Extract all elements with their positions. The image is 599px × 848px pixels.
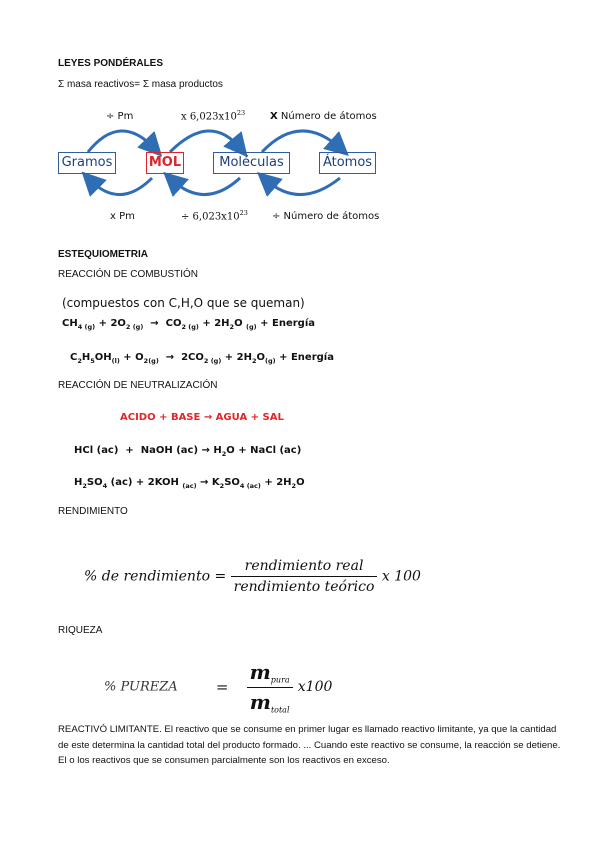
combustion-note: (compuestos con C,H,O que se queman) <box>62 296 305 310</box>
label-divide-atoms: ÷ Número de átomos <box>272 211 380 222</box>
formula-rendimiento: % de rendimiento = $\frac{\text{rendimiento real}}{\text{rendimiento teórico}}$ x 100 <box>84 558 421 595</box>
label-times-atoms: X Número de átomos <box>270 111 377 122</box>
heading-neutralizacion: REACCIÓN DE NEUTRALIZACIÓN <box>58 380 218 391</box>
heading-combustion: REACCIÓN DE COMBUSTIÓN <box>58 269 199 280</box>
arrow-moleculas-to-mol <box>172 178 240 195</box>
label-divide-pm: ÷ Pm <box>106 111 134 122</box>
paragraph-reactivo-limitante: REACTIVÓ LIMITANTE. El reactivo que se consume en primer lugar es llamado reactivo limitante, ya que la cantidad de este determina la cantidad total del producto formado. ... Cuando este reactivo se consume, la reacción se detiene. El o los reactivos que se consumen parcialmente son los reactivos en exceso. <box>58 724 561 766</box>
mass-law: Σ masa reactivos= Σ masa productos <box>58 79 223 90</box>
arrow-mol-to-moleculas <box>170 131 240 152</box>
arrow-atomos-to-moleculas <box>266 178 340 195</box>
equation-h2so4-koh: $H_2SO_4$ (ac) + 2KOH $_{(ac)} \to K_2SO_{4 (ac)} + 2H_2O$ <box>74 477 305 490</box>
box-mol: MOL <box>146 152 184 174</box>
heading-riqueza: RIQUEZA <box>58 625 103 636</box>
heading-rendimiento: RENDIMIENTO <box>58 506 128 517</box>
equation-ethanol-combustion: $C_2H_5OH_{(l)} + O_{2(g)} \to 2CO_{2 (g)} + 2H_2O_{(g)}$ + Energía <box>70 352 334 365</box>
label-times-avogadro: x $6,023x10^{23}$ <box>181 109 246 123</box>
label-times-pm: x Pm <box>110 211 135 222</box>
label-divide-avogadro: ÷ $6,023x10^{23}$ <box>181 209 248 223</box>
arrow-moleculas-to-atomos <box>262 131 340 152</box>
arrow-gramos-to-mol <box>88 131 154 152</box>
fraction-rendimiento: $\frac{\text{rendimiento real}}{\text{rendimiento teórico}}$ <box>231 558 378 595</box>
section-title-leyes: LEYES PONDÉRALES <box>58 58 164 69</box>
equation-hcl-naoh: HCl (ac) + NaOH $(ac) \to H_2O$ + NaCl (ac) <box>74 445 302 458</box>
arrow-mol-to-gramos <box>90 178 152 195</box>
box-gramos: Gramos <box>58 152 116 174</box>
fraction-pureza: $\frac{m_{pura}}{m_{total}}$ <box>247 660 293 714</box>
neutralization-general: ACIDO + BASE → AGUA + SAL <box>120 412 284 423</box>
equation-methane-combustion: $CH_{4 (g)} + 2O_{2 (g)} \to CO_{2 (g)} + 2H_2O$ $_{(g)}$ + Energía <box>62 318 315 331</box>
box-moleculas: Moléculas <box>213 152 290 174</box>
formula-pureza: % PUREZA = $\frac{m_{pura}}{m_{total}}$ x100 <box>104 660 333 715</box>
box-atomos: Átomos <box>319 152 376 174</box>
section-title-estequiometria: ESTEQUIOMETRIA <box>58 249 149 260</box>
